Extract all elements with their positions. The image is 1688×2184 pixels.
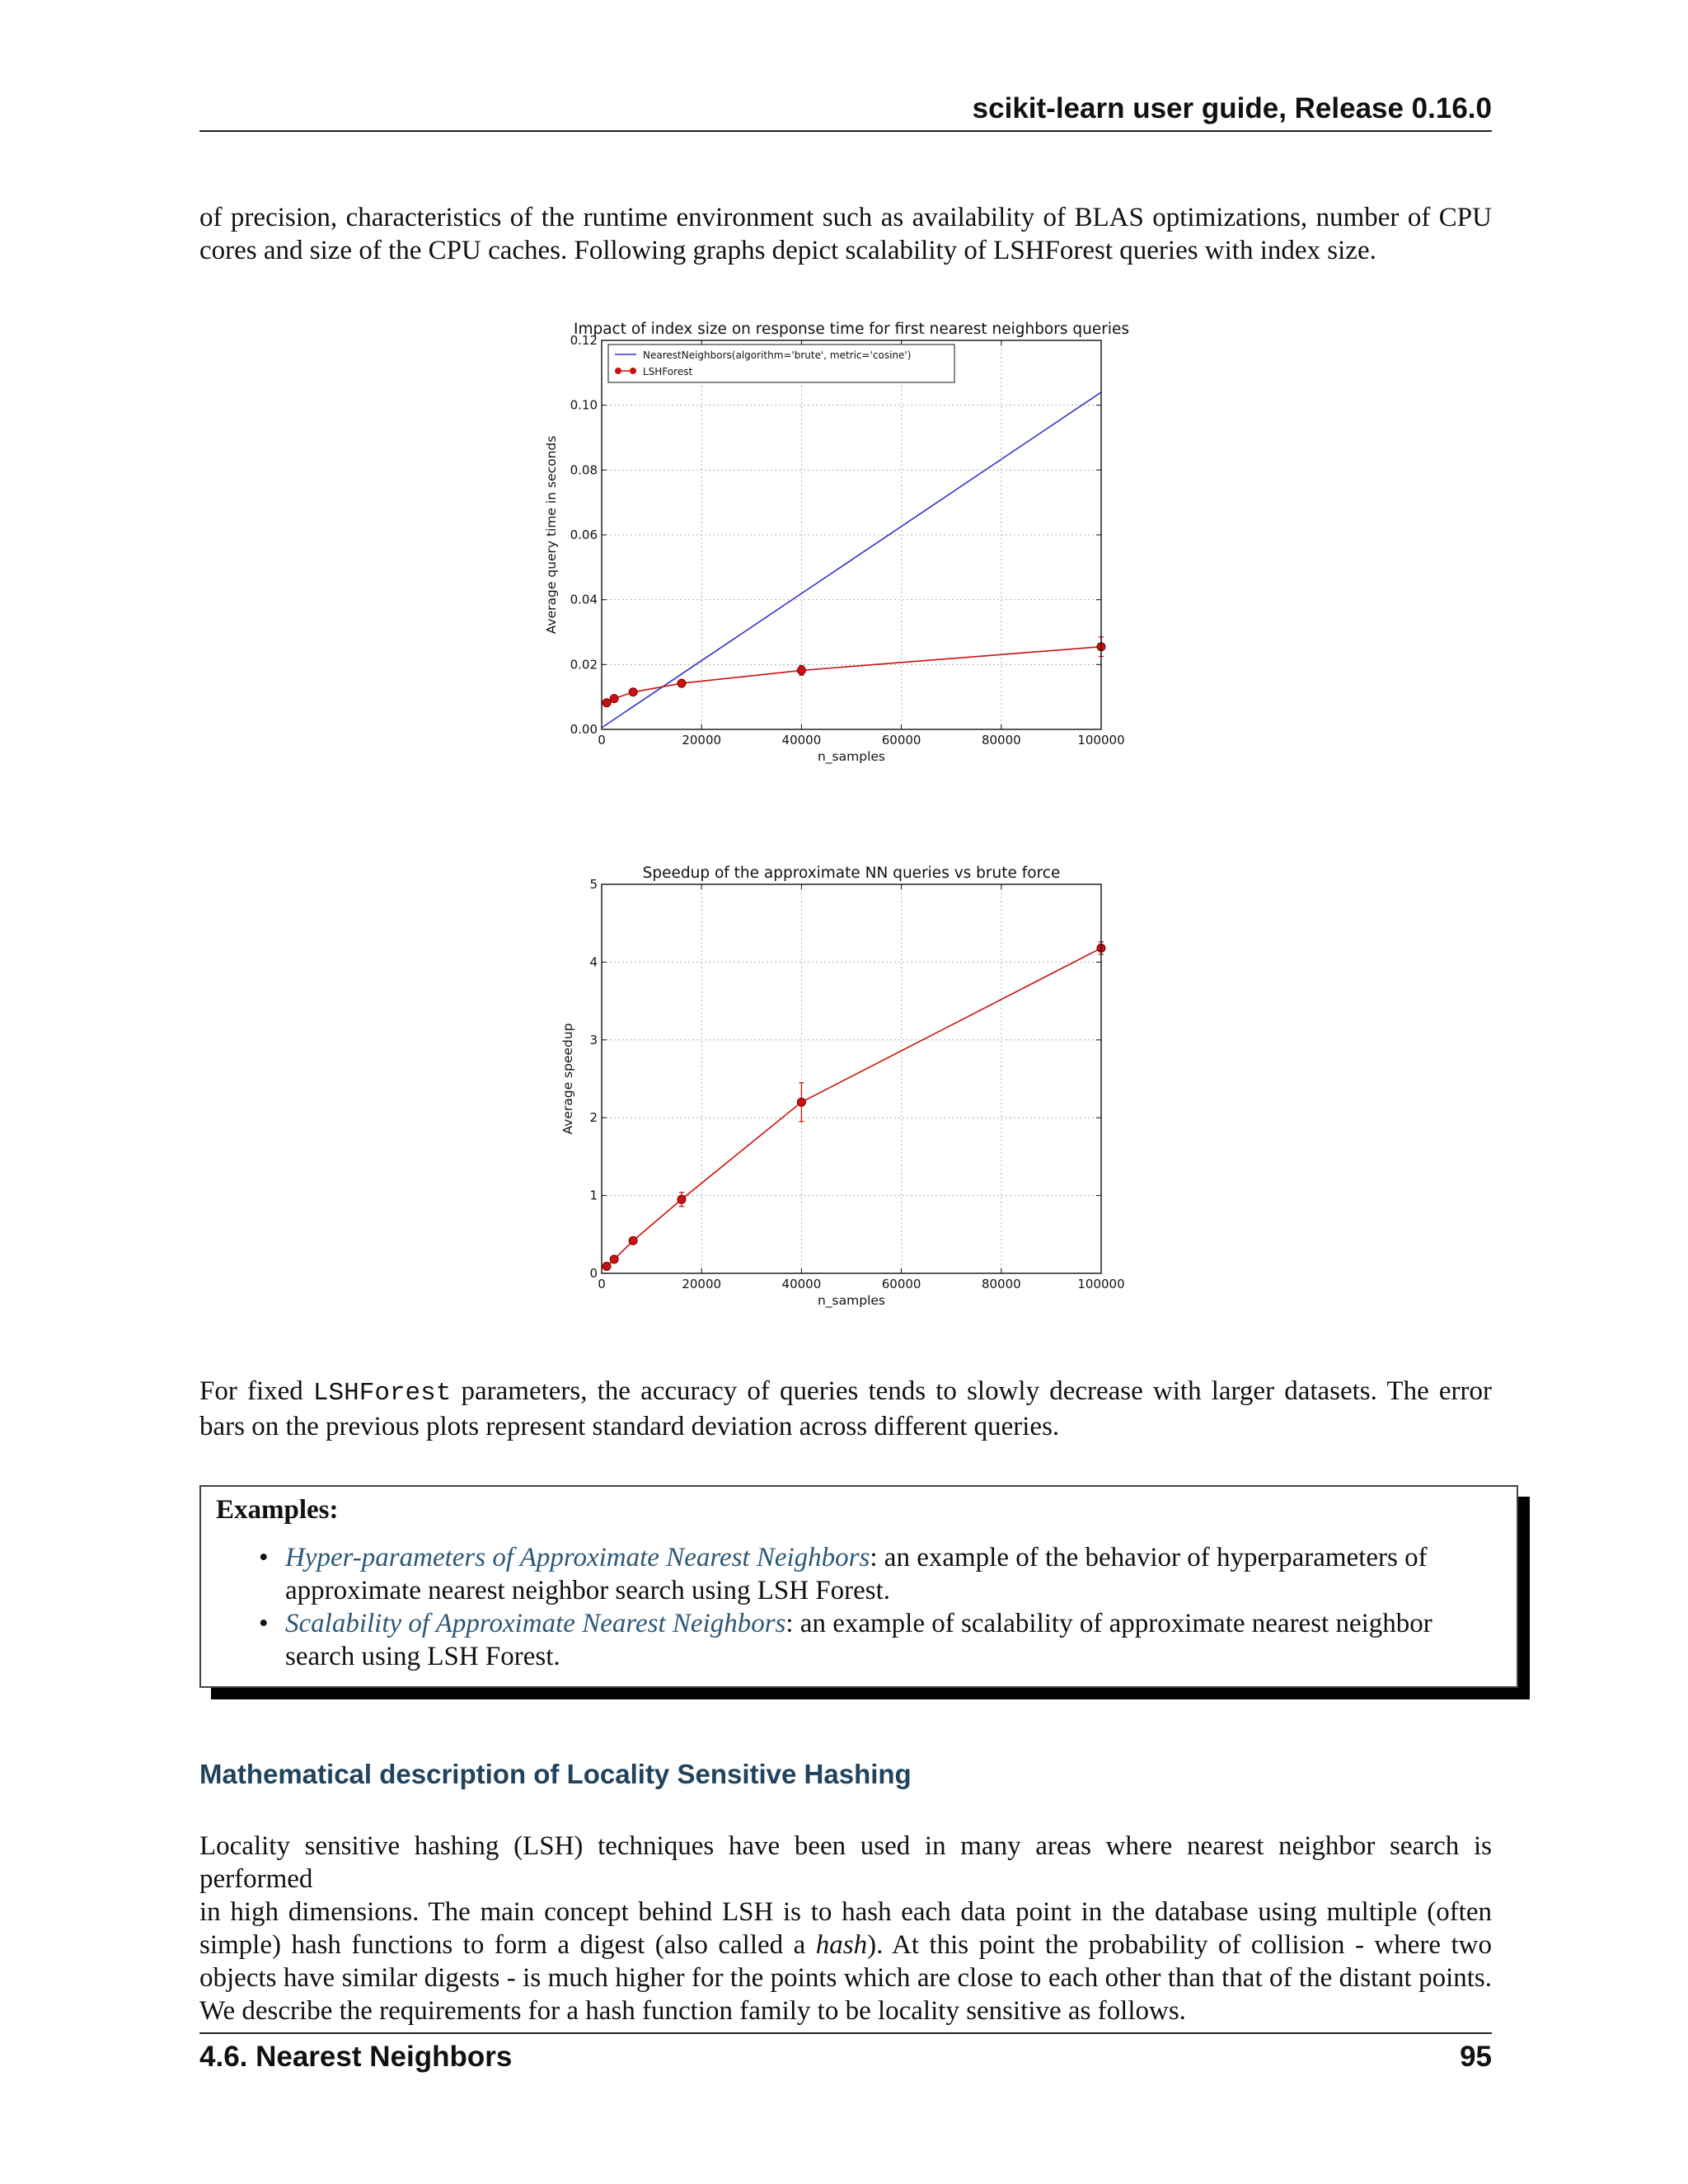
y-axis-label: Average speedup (560, 1023, 575, 1135)
bullet: • (259, 1609, 269, 1638)
data-point (797, 1098, 805, 1106)
example-link-scalability[interactable]: Scalability of Approximate Nearest Neighbors (285, 1609, 786, 1638)
y-tick-label: 3 (589, 1032, 598, 1047)
section-heading: Mathematical description of Locality Sensitive Hashing (199, 1759, 912, 1789)
y-tick-label: 1 (589, 1188, 598, 1203)
legend-label: LSHForest (643, 366, 693, 377)
bullet: • (259, 1543, 269, 1572)
x-tick-label: 20000 (682, 1277, 722, 1291)
y-tick-label: 0.06 (570, 527, 598, 542)
chart-title: Impact of index size on response time for first nearest neighbors queries (574, 321, 1129, 338)
y-tick-label: 2 (589, 1110, 598, 1126)
lsh-hash-term: hash (815, 1930, 868, 1960)
data-point (610, 695, 618, 703)
x-axis-label: n_samples (817, 749, 886, 764)
footer-section: 4.6. Nearest Neighbors (199, 2041, 513, 2073)
y-tick-label: 5 (589, 877, 598, 892)
y-tick-label: 0.04 (570, 592, 598, 607)
x-axis-label: n_samples (817, 1293, 886, 1308)
x-tick-label: 100000 (1077, 733, 1125, 748)
intro-line-2: cores and size of the CPU caches. Following graphs depict scalability of LSHForest queries with index size. (199, 236, 1376, 265)
lsh-text-a: simple) hash functions to form a digest (also called a (199, 1930, 816, 1960)
y-tick-label: 0.08 (570, 462, 598, 478)
example-link-hyperparameters[interactable]: Hyper-parameters of Approximate Nearest Neighbors (285, 1543, 870, 1572)
example-text: : an example of scalability of approximate nearest neighbor (785, 1609, 1432, 1638)
lsh-line-2: in high dimensions. The main concept behind LSH is to hash each data point in the database using multiple (often (199, 1897, 1492, 1927)
y-tick-label: 0.00 (570, 722, 598, 737)
x-tick-label: 60000 (881, 733, 921, 748)
y-axis-label: Average query time in seconds (544, 435, 559, 635)
x-tick-label: 80000 (981, 733, 1021, 748)
accuracy-paragraph (199, 1375, 1492, 1443)
lsh-line-5: We describe the requirements for a hash function family to be locality sensitive as follows. (199, 1996, 1186, 2026)
example-item (259, 1541, 1479, 1607)
lsh-text-b: ). At this point the probability of collision - where two (867, 1930, 1492, 1960)
accuracy-text-b: parameters, the accuracy of queries tends to slowly decrease with larger datasets. The error (451, 1376, 1492, 1406)
chart-title: Speedup of the approximate NN queries vs brute force (642, 865, 1061, 882)
example-item (259, 1607, 1479, 1673)
accuracy-line-2: bars on the previous plots represent standard deviation across different queries. (199, 1412, 1060, 1441)
example-text: approximate nearest neighbor search using LSH Forest. (285, 1576, 891, 1605)
x-tick-label: 0 (598, 733, 606, 748)
y-tick-label: 4 (589, 954, 598, 970)
x-tick-label: 60000 (881, 1277, 921, 1291)
y-tick-label: 0.02 (570, 657, 598, 673)
y-tick-label: 0.12 (570, 333, 598, 348)
data-point (678, 1195, 686, 1203)
x-tick-label: 100000 (1077, 1277, 1125, 1291)
x-tick-label: 40000 (781, 733, 822, 748)
plot-area (602, 884, 1101, 1273)
lsh-line-4: objects have similar digests - is much higher for the points which are close to each other than that of the distant points. (199, 1963, 1492, 1993)
data-point (629, 1236, 637, 1244)
x-tick-label: 0 (598, 1277, 606, 1291)
example-text: search using LSH Forest. (285, 1642, 560, 1671)
page-number: 95 (1460, 2041, 1492, 2073)
lsh-line-3 (199, 1929, 1492, 1961)
running-title: scikit-learn user guide, Release 0.16.0 (972, 92, 1492, 124)
lshforest-code: LSHForest (312, 1379, 452, 1408)
data-point (603, 1263, 611, 1271)
data-point (603, 699, 611, 707)
data-point (610, 1255, 618, 1263)
y-tick-label: 0.10 (570, 397, 598, 413)
examples-list (259, 1541, 1479, 1673)
legend-marker (615, 368, 621, 374)
lsh-line-1: Locality sensitive hashing (LSH) techniques have been used in many areas where nearest neighbor search is performed (199, 1831, 1492, 1894)
x-tick-label: 40000 (781, 1277, 822, 1291)
x-tick-label: 80000 (981, 1277, 1021, 1291)
data-point (678, 679, 686, 687)
accuracy-text-a: For fixed (199, 1376, 313, 1406)
intro-paragraph (199, 201, 1492, 267)
legend-label: NearestNeighbors(algorithm='brute', metric='cosine') (643, 349, 912, 361)
header-rule (199, 130, 1492, 132)
accuracy-line-1 (199, 1375, 1492, 1410)
legend-marker (630, 368, 636, 374)
footer-rule (199, 2032, 1492, 2034)
x-tick-label: 20000 (682, 733, 722, 748)
lsh-paragraph (199, 1830, 1492, 2027)
example-text: : an example of the behavior of hyperparameters of (870, 1543, 1428, 1572)
intro-line-1: of precision, characteristics of the runtime environment such as availability of BLAS optimizations, number of CPU (199, 203, 1492, 232)
examples-box (199, 1485, 1518, 1688)
query-time-chart (544, 320, 1154, 781)
y-tick-label: 0 (589, 1266, 598, 1281)
data-point (629, 688, 637, 696)
examples-title: Examples: (216, 1495, 339, 1525)
data-point (797, 666, 805, 674)
speedup-chart (544, 864, 1154, 1325)
